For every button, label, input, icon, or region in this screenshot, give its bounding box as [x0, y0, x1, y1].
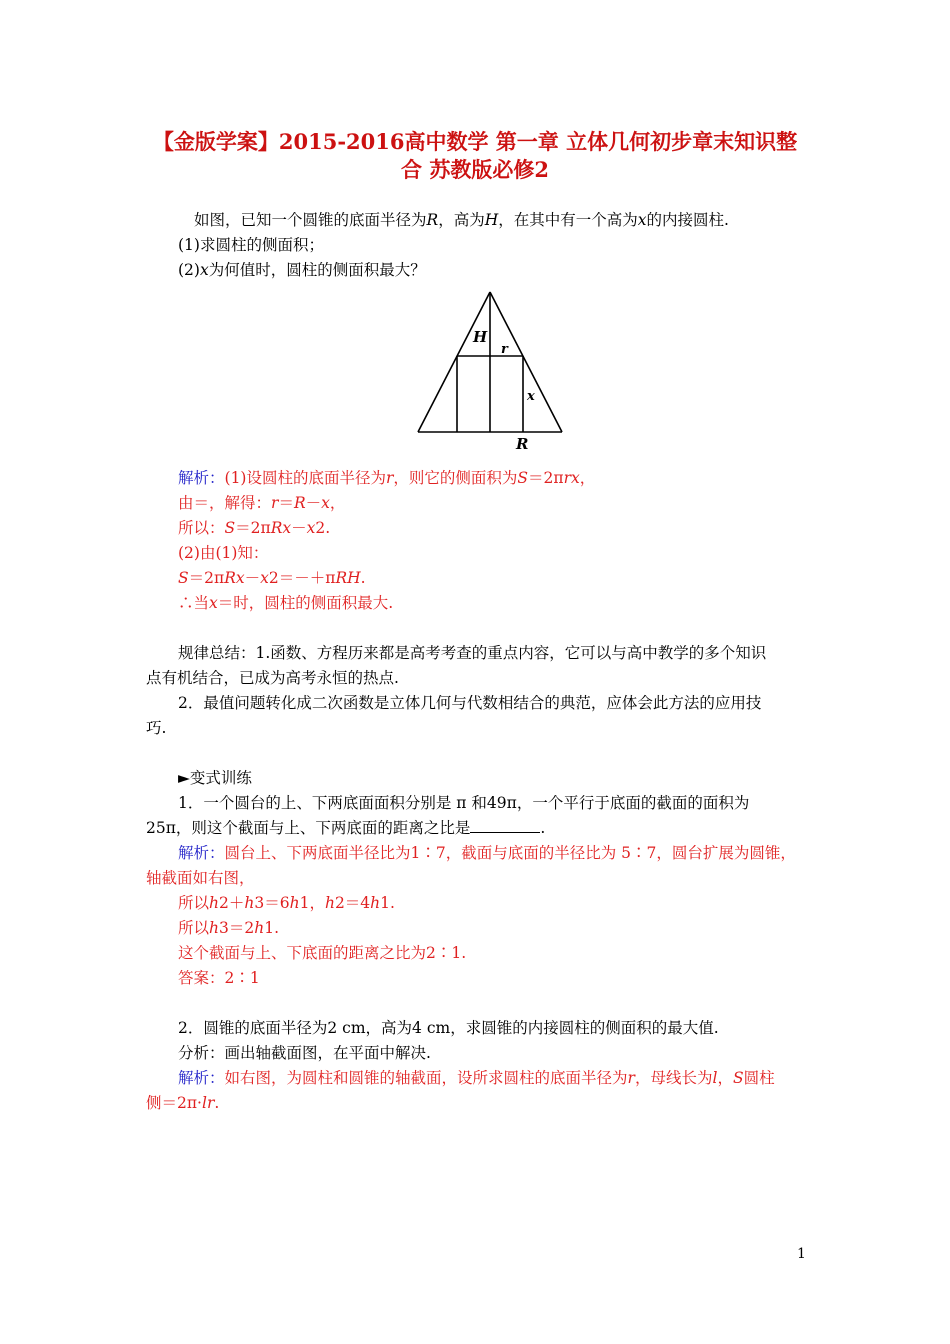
page-number: 1 — [797, 1246, 806, 1262]
variant-solution-1-line-5: 这个截面与上、下底面的距离之比为2∶1. — [178, 944, 467, 962]
label-H: H — [473, 328, 488, 346]
solution-line-5: S＝2πRx－x2＝－＋πRH. — [178, 569, 366, 587]
variant-problem-2: 2．圆锥的底面半径为2 cm，高为4 cm，求圆锥的内接圆柱的侧面积的最大值. — [178, 1019, 719, 1037]
summary-line-2: 点有机结合，已成为高考永恒的热点. — [146, 669, 399, 687]
solution-line-2: 由＝，解得：r＝R－x， — [178, 494, 346, 512]
variant-heading: ►变式训练 — [178, 769, 252, 787]
label-R: R — [516, 435, 529, 453]
label-r: r — [501, 342, 508, 357]
summary-line-4: 巧. — [146, 719, 167, 737]
document-title-line-2: 合 苏教版必修2 — [401, 157, 549, 182]
solution-line-3: 所以：S＝2πRx－x2. — [178, 519, 331, 537]
problem-intro: 如图，已知一个圆锥的底面半径为R，高为H，在其中有一个高为x的内接圆柱. — [194, 211, 729, 229]
label-x: x — [527, 389, 535, 404]
cone-cylinder-diagram — [412, 286, 568, 456]
cone-right-edge — [490, 292, 562, 432]
variant-problem-1-line-1: 1．一个圆台的上、下两底面面积分别是 π 和49π，一个平行于底面的截面的面积为 — [178, 794, 750, 812]
variant-solution-2-line-2: 侧＝2π·lr. — [146, 1094, 220, 1112]
problem-question-1: (1)求圆柱的侧面积； — [178, 236, 324, 254]
summary-line-3: 2．最值问题转化成二次函数是立体几何与代数相结合的典范，应体会此方法的应用技 — [178, 694, 762, 712]
document-title-line-1: 【金版学案】2015-2016高中数学 第一章 立体几何初步章末知识整 — [152, 129, 798, 154]
answer-blank — [470, 820, 540, 833]
cone-left-edge — [418, 292, 490, 432]
solution-line-4: (2)由(1)知： — [178, 544, 269, 562]
variant-solution-2-line-1: 解析：如右图，为圆柱和圆锥的轴截面，设所求圆柱的底面半径为r，母线长为l，S圆柱 — [178, 1069, 775, 1087]
variant-solution-1-line-4: 所以h3＝2h1. — [178, 919, 280, 937]
variant-solution-1-line-1: 解析：圆台上、下两底面半径比为1∶7，截面与底面的半径比为 5∶7，圆台扩展为圆锥， — [178, 844, 796, 862]
solution-line-6: ∴当x＝时，圆柱的侧面积最大. — [178, 594, 394, 612]
problem-question-2: (2)x为何值时，圆柱的侧面积最大？ — [178, 261, 426, 279]
solution-line-1: 解析：(1)设圆柱的底面半径为r，则它的侧面积为S＝2πrx， — [178, 469, 596, 487]
variant-problem-1-line-2: 25π，则这个截面与上、下两底面的距离之比是 . — [146, 819, 546, 837]
variant-solution-1-line-3: 所以h2＋h3＝6h1，h2＝4h1. — [178, 894, 395, 912]
summary-line-1: 规律总结：1.函数、方程历来都是高考考查的重点内容，它可以与高中教学的多个知识 — [178, 644, 767, 662]
variant-problem-2-analysis: 分析：画出轴截面图，在平面中解决. — [178, 1044, 431, 1062]
variant-solution-1-line-2: 轴截面如右图， — [146, 869, 255, 887]
variant-solution-1-answer: 答案：2∶1 — [178, 969, 260, 987]
